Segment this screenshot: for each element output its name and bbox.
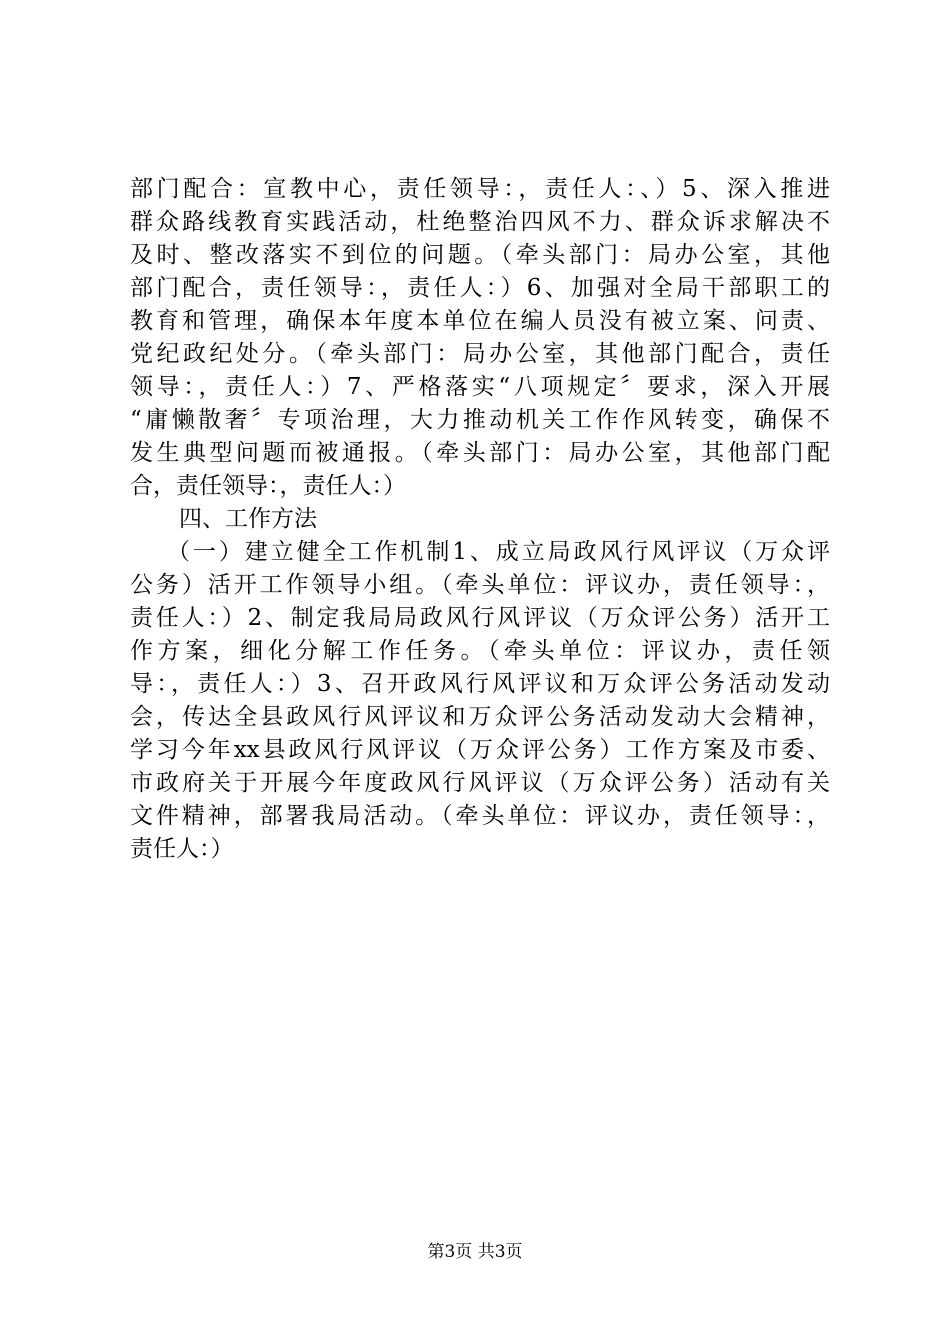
- section-heading: 四、工作方法: [179, 506, 317, 532]
- text-line: 及时、整改落实不到位的问题。（牵头部门：局办公室，其他: [130, 242, 830, 268]
- text-line: 责任人：）: [130, 836, 234, 862]
- text-line: 党纪政纪处分。（牵头部门：局办公室，其他部门配合，责任: [130, 341, 830, 367]
- text-line: 发生典型问题而被通报。（牵头部门：局办公室，其他部门配: [130, 440, 830, 466]
- text-line: 群众路线教育实践活动，杜绝整治四风不力、群众诉求解决不: [130, 209, 830, 235]
- text-line: 公务）活开工作领导小组。（牵头单位：评议办，责任领导：，: [130, 572, 830, 598]
- text-line: 文件精神，部署我局活动。（牵头单位：评议办，责任领导：，: [130, 803, 830, 829]
- page-number: 第3页 共3页: [427, 1242, 523, 1262]
- text-line: 导：，责任人：）3、召开政风行风评议和万众评公务活动发动: [130, 671, 830, 697]
- document-body: [130, 173, 830, 866]
- text-line: 合，责任领导：，责任人：）: [130, 473, 406, 499]
- text-line: 作方案，细化分解工作任务。（牵头单位：评议办，责任领: [130, 638, 830, 664]
- text-line: 教育和管理，确保本年度本单位在编人员没有被立案、问责、: [130, 308, 830, 334]
- text-line: “庸懒散奢〞专项治理，大力推动机关工作作风转变，确保不: [130, 407, 830, 433]
- text-line: 领导：，责任人：）7、严格落实“八项规定〞要求，深入开展: [130, 374, 830, 400]
- text-line: 学习今年xx县政风行风评议（万众评公务）工作方案及市委、: [130, 737, 830, 763]
- text-line: （一）建立健全工作机制1、成立局政风行风评议（万众评: [167, 539, 830, 565]
- text-line: 部门配合：宣教中心，责任领导：，责任人：、）5、深入推进: [130, 176, 830, 202]
- text-line: 部门配合，责任领导：，责任人：）6、加强对全局干部职工的: [130, 275, 830, 301]
- text-line: 会，传达全县政风行风评议和万众评公务活动发动大会精神，: [130, 704, 830, 730]
- text-line: 市政府关于开展今年度政风行风评议（万众评公务）活动有关: [130, 770, 830, 796]
- text-line: 责任人：）2、制定我局局政风行风评议（万众评公务）活开工: [130, 605, 830, 631]
